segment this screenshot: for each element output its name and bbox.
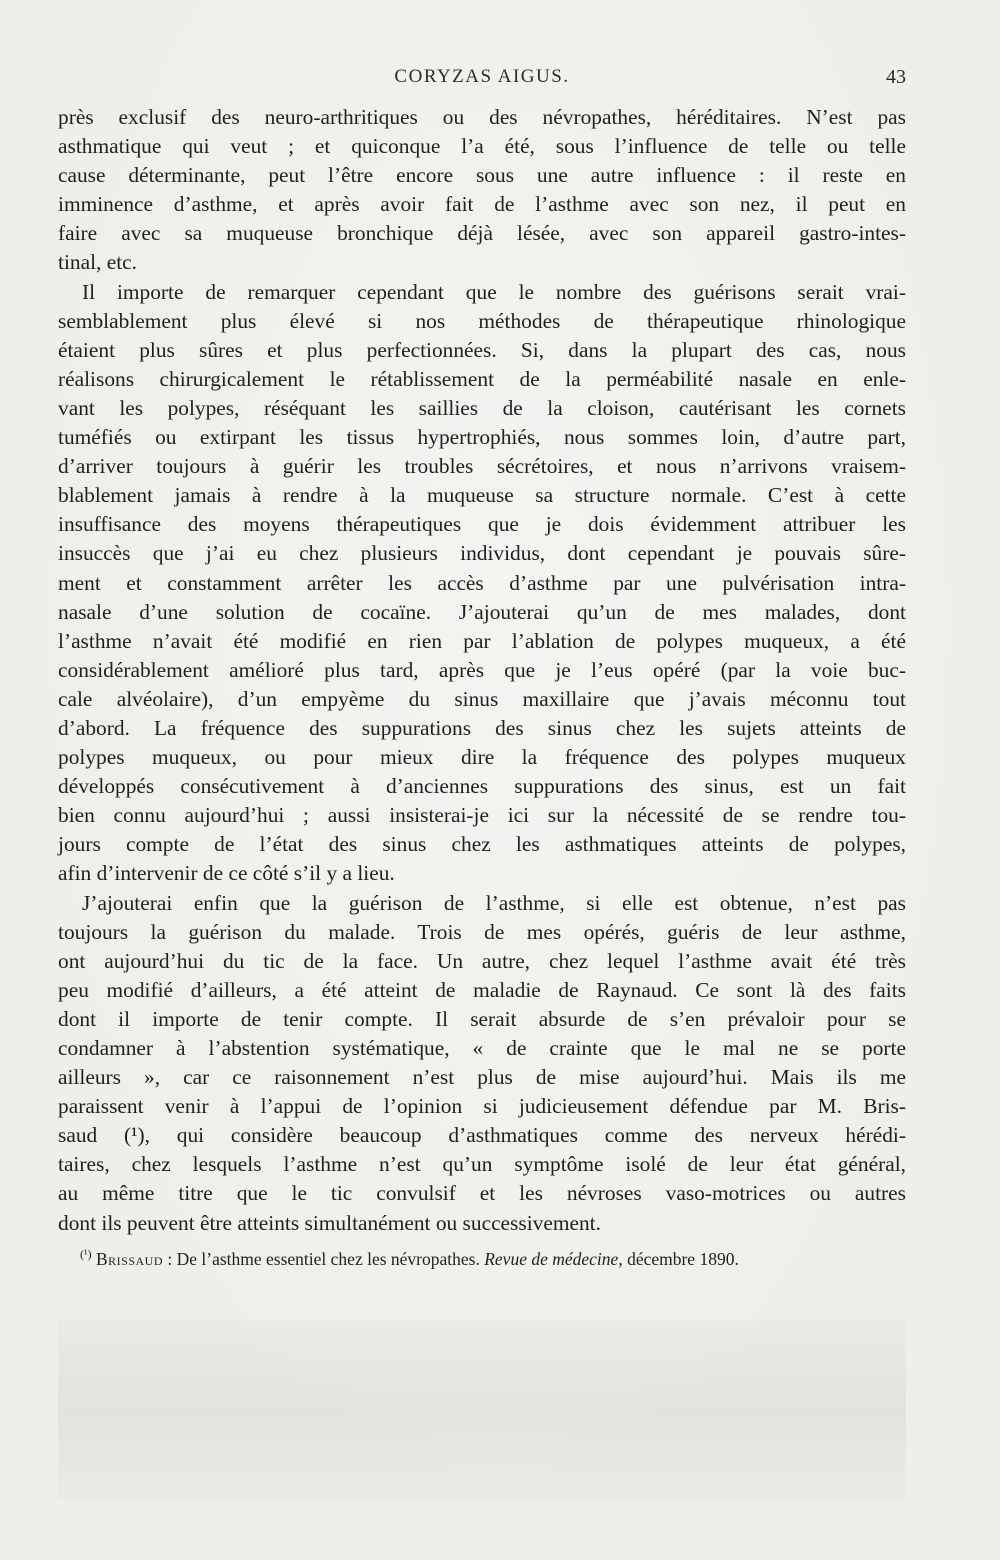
- text-line: considérablement amélioré plus tard, après que je l’eus opéré (par la voie buc-: [58, 657, 906, 682]
- text-line: bien connu aujourd’hui ; aussi insisterai-je ici sur la nécessité de se rendre tou-: [58, 803, 906, 828]
- text-line: imminence d’asthme, et après avoir fait de l’asthme avec son nez, il peut en: [58, 192, 906, 217]
- footnote-mark: (¹): [80, 1247, 92, 1261]
- text-line: afin d’intervenir de ce côté s’il y a lieu.: [58, 861, 395, 886]
- text-line: l’asthme n’avait été modifié en rien par l’ablation de polypes muqueux, a été: [58, 628, 906, 653]
- text-line: dont il importe de tenir compte. Il serait absurde de s’en prévaloir pour se: [58, 1006, 906, 1031]
- footnote-text: : De l’asthme essentiel chez les névropathes.: [163, 1248, 485, 1269]
- running-head: [58, 66, 906, 90]
- text-line: taires, chez lesquels l’asthme n’est qu’un symptôme isolé de leur état général,: [58, 1152, 906, 1177]
- body-text: [58, 103, 906, 1238]
- text-line: blablement jamais à rendre à la muqueuse sa structure normale. C’est à cette: [58, 483, 906, 508]
- footnote-journal: Revue de médecine: [484, 1248, 619, 1269]
- text-line: vant les polypes, réséquant les saillies de la cloison, cautérisant les cornets: [58, 395, 906, 420]
- show-through-area: [58, 1320, 906, 1500]
- text-line: d’arriver toujours à guérir les troubles sécrétoires, et nous n’arrivons vraisem-: [58, 454, 906, 479]
- text-line: dont ils peuvent être atteints simultanément ou successivement.: [58, 1210, 601, 1235]
- page-number: 43: [886, 66, 906, 88]
- running-title: CORYZAS AIGUS.: [394, 66, 570, 87]
- text-line: ailleurs », car ce raisonnement n’est plus de mise aujourd’hui. Mais ils me: [58, 1065, 906, 1090]
- text-line: insuffisance des moyens thérapeutiques que je dois évidemment attribuer les: [58, 512, 906, 537]
- text-line: cale alvéolaire), d’un empyème du sinus maxillaire que j’avais méconnu tout: [58, 686, 906, 711]
- text-line: près exclusif des neuro-arthritiques ou des névropathes, héréditaires. N’est pas: [58, 105, 906, 129]
- footnote-date: , décembre 1890.: [618, 1248, 739, 1269]
- footnote: [80, 1242, 906, 1271]
- text-line: tinal, etc.: [58, 250, 137, 275]
- text-line: d’abord. La fréquence des suppurations des sinus chez les sujets atteints de: [58, 715, 906, 740]
- text-line: jours compte de l’état des sinus chez les asthmatiques atteints de polypes,: [58, 832, 906, 857]
- text-line: J’ajouterai enfin que la guérison de l’asthme, si elle est obtenue, n’est pas: [82, 890, 906, 915]
- text-line: faire avec sa muqueuse bronchique déjà lésée, avec son appareil gastro-intes-: [58, 221, 906, 246]
- text-line: insuccès que j’ai eu chez plusieurs individus, dont cependant je pouvais sûre-: [58, 541, 906, 566]
- text-line: Il importe de remarquer cependant que le nombre des guérisons serait vrai-: [82, 279, 906, 304]
- text-line: cause déterminante, peut l’être encore sous une autre influence : il reste en: [58, 163, 906, 188]
- text-line: au même titre que le tic convulsif et les névroses vaso-motrices ou autres: [58, 1181, 906, 1206]
- text-line: toujours la guérison du malade. Trois de mes opérés, guéris de leur asthme,: [58, 919, 906, 944]
- text-line: peu modifié d’ailleurs, a été atteint de maladie de Raynaud. Ce sont là des faits: [58, 977, 906, 1002]
- text-line: saud (¹), qui considère beaucoup d’asthmatiques comme des nerveux hérédi-: [58, 1123, 906, 1148]
- text-line: asthmatique qui veut ; et quiconque l’a été, sous l’influence de telle ou telle: [58, 134, 906, 159]
- text-line: ment et constamment arrêter les accès d’asthme par une pulvérisation intra-: [58, 570, 906, 595]
- text-line: polypes muqueux, ou pour mieux dire la fréquence des polypes muqueux: [58, 745, 906, 770]
- text-line: étaient plus sûres et plus perfectionnées. Si, dans la plupart des cas, nous: [58, 337, 906, 362]
- text-line: semblablement plus élevé si nos méthodes de thérapeutique rhinologique: [58, 308, 906, 333]
- text-line: condamner à l’abstention systématique, « de crainte que le mal ne se porte: [58, 1036, 906, 1060]
- text-line: tuméfiés ou extirpant les tissus hypertrophiés, nous sommes loin, d’autre part,: [58, 425, 906, 450]
- footnote-author: Brissaud: [95, 1248, 163, 1269]
- text-line: ont aujourd’hui du tic de la face. Un autre, chez lequel l’asthme avait été très: [58, 948, 906, 973]
- text-line: réalisons chirurgicalement le rétablissement de la perméabilité nasale en enle-: [58, 366, 906, 391]
- text-line: développés consécutivement à d’anciennes suppurations des sinus, est un fait: [58, 774, 906, 799]
- text-line: nasale d’une solution de cocaïne. J’ajouterai qu’un de mes malades, dont: [58, 599, 906, 624]
- text-line: paraissent venir à l’appui de l’opinion si judicieusement défendue par M. Bris-: [58, 1094, 906, 1119]
